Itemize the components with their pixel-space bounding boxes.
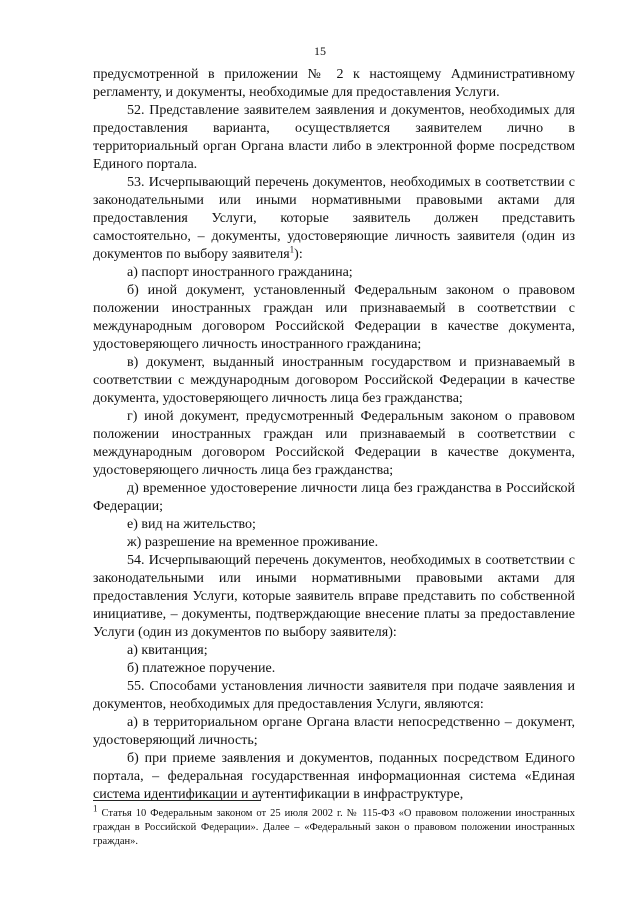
footnote-divider: [93, 800, 261, 801]
list-item-53v: в) документ, выданный иностранным государством и признаваемый в соответствии с международным договором Российской Федерации в качестве документа, удостоверяющего личность лица без гражданства;: [93, 355, 575, 406]
paragraph-53-suffix: ):: [294, 247, 303, 262]
list-item-53zh: ж) разрешение на временное проживание.: [127, 535, 379, 550]
document-body: [93, 66, 575, 804]
footnote-reference: 1: [289, 244, 295, 255]
list-item-54b: б) платежное поручение.: [127, 661, 276, 676]
footnote: [93, 803, 575, 849]
paragraph-55: 55. Способами установления личности заявителя при подаче заявления и документов, необходимых для предоставления Услуги, являются:: [93, 679, 575, 712]
list-item-53g: г) иной документ, предусмотренный Федеральным законом о правовом положении иностранных граждан или признаваемый в соответствии с международным договором Российской Федерации в качестве документа, удостоверяющего личность лица без гражданства;: [93, 409, 575, 478]
paragraph-52: 52. Представление заявителем заявления и документов, необходимых для предоставления варианта, осуществляется заявителем лично в территориальный орган Органа власти либо в электронной форме посредством Единого портала.: [93, 103, 575, 172]
footnote-marker: 1: [93, 803, 98, 814]
list-item-53a: а) паспорт иностранного гражданина;: [127, 265, 353, 280]
paragraph-54: 54. Исчерпывающий перечень документов, необходимых в соответствии с законодательными или иными нормативными правовыми актами для предоставления Услуги, которые заявитель вправе представить по собственной инициативе, – документы, подтверждающие внесение платы за предоставление Услуги (один из документов по выбору заявителя):: [93, 553, 575, 640]
list-item-53d: д) временное удостоверение личности лица без гражданства в Российской Федерации;: [93, 481, 575, 514]
list-item-55b: б) при приеме заявления и документов, поданных посредством Единого портала, – федеральная государственная информационная система «Единая система идентификации и аутентификации в инфраструктуре,: [93, 751, 575, 802]
list-item-55a: а) в территориальном органе Органа власти непосредственно – документ, удостоверяющий личность;: [93, 715, 575, 748]
page-number: 15: [314, 44, 326, 58]
list-item-53e: е) вид на жительство;: [127, 517, 256, 532]
paragraph-53-text: 53. Исчерпывающий перечень документов, необходимых в соответствии с законодательными или иными нормативными правовыми актами для предоставления Услуги, которые заявитель должен представить самостоятельно, – документы, удостоверяющие личность заявителя (один из документов по выбору заявителя: [93, 175, 575, 262]
paragraph-continuation: предусмотренной в приложении № 2 к настоящему Административному регламенту, и документы, необходимые для предоставления Услуги.: [93, 67, 575, 100]
paragraph-53: [93, 174, 575, 264]
list-item-54a: а) квитанция;: [127, 643, 208, 658]
list-item-53b: б) иной документ, установленный Федеральным законом о правовом положении иностранных граждан или признаваемый в соответствии с международным договором Российской Федерации в качестве документа, удостоверяющего личность иностранного гражданина;: [93, 283, 575, 352]
footnote-text: Статья 10 Федеральным законом от 25 июля 2002 г. № 115-ФЗ «О правовом положении иностранных граждан в Российской Федерации». Далее – «Федеральный закон о правовом положении иностранных граждан».: [93, 808, 575, 847]
